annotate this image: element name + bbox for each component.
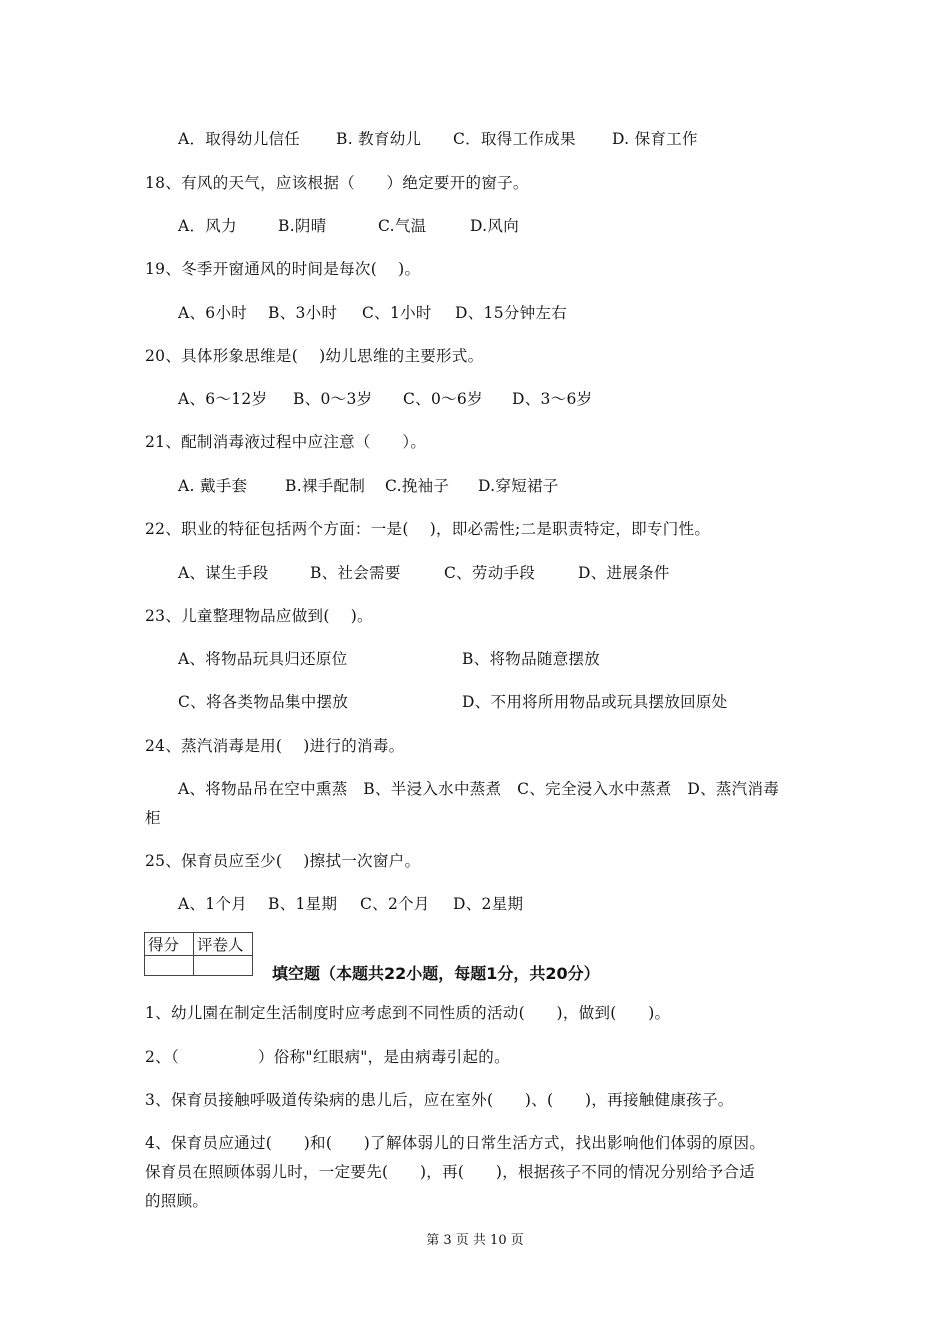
q19-text: 19、冬季开窗通风的时间是每次( )。: [145, 260, 421, 278]
q21-text: 21、配制消毒液过程中应注意（ ）。: [145, 433, 427, 451]
q23-option-d: D、不用将所用物品或玩具摆放回原处: [462, 693, 728, 711]
q23-option-b: B、将物品随意摆放: [462, 650, 601, 668]
fill-question-4-line3: 的照顾。: [145, 1192, 209, 1210]
fill-question-1: 1、幼儿園在制定生活制度时应考虑到不同性质的活动( )，做到( )。: [145, 1004, 671, 1022]
q18-text: 18、有风的天气，应该根据（ ）绝定要开的窗子。: [145, 174, 529, 192]
q22-option-a: A、谋生手段: [178, 564, 269, 582]
q25-text: 25、保育员应至少( )擦拭一次窗户。: [145, 852, 421, 870]
q17-option-c: C．取得工作成果: [453, 130, 576, 148]
q22-option-b: B、社会需要: [310, 564, 401, 582]
fill-question-4-line1: 4、保育员应通过( )和( )了解体弱儿的日常生活方式，找出影响他们体弱的原因。: [145, 1134, 766, 1152]
q18-option-a: A．风力: [178, 217, 237, 235]
q24-options-continued: 柜: [145, 809, 161, 827]
q19-option-a: A、6小时: [178, 304, 248, 322]
grader-header: 评卷人: [194, 933, 253, 956]
q19-option-c: C、1小时: [362, 304, 432, 322]
q20-option-c: C、0～6岁: [403, 390, 483, 408]
q17-option-d: D. 保育工作: [612, 130, 698, 148]
fill-question-2: 2、（ ）俗称"红眼病"，是由病毒引起的。: [145, 1048, 510, 1066]
q23-option-c: C、将各类物品集中摆放: [178, 693, 349, 711]
q25-option-d: D、2星期: [453, 895, 524, 913]
q20-option-b: B、0～3岁: [293, 390, 373, 408]
q22-text: 22、职业的特征包括两个方面：一是( )，即必需性;二是职责特定，即专门性。: [145, 520, 711, 538]
q25-option-a: A、1个月: [178, 895, 248, 913]
grader-cell[interactable]: [194, 956, 253, 976]
section-title: 填空题（本题共22小题，每题1分，共20分）: [272, 964, 600, 983]
q20-text: 20、具体形象思维是( )幼儿思维的主要形式。: [145, 347, 484, 365]
q21-option-b: B.裸手配制: [285, 477, 366, 495]
q18-option-c: C.气温: [378, 217, 427, 235]
q21-option-c: C.挽袖子: [385, 477, 450, 495]
q23-text: 23、儿童整理物品应做到( )。: [145, 607, 373, 625]
q18-option-d: D.风向: [470, 217, 520, 235]
q21-option-d: D.穿短裙子: [478, 477, 559, 495]
q25-option-b: B、1星期: [268, 895, 338, 913]
q18-option-b: B.阴晴: [278, 217, 327, 235]
q17-option-b: B. 教育幼儿: [336, 130, 422, 148]
q23-option-a: A、将物品玩具归还原位: [178, 650, 348, 668]
q17-option-a: A．取得幼儿信任: [178, 130, 301, 148]
q24-text: 24、蒸汽消毒是用( )进行的消毒。: [145, 737, 405, 755]
q24-options: A、将物品吊在空中熏蒸 B、半浸入水中蒸煮 C、完全浸入水中蒸煮 D、蒸汽消毒: [178, 780, 780, 798]
q20-option-a: A、6～12岁: [178, 390, 268, 408]
q19-option-b: B、3小时: [268, 304, 338, 322]
q22-option-d: D、进展条件: [578, 564, 670, 582]
page-footer: 第 3 页 共 10 页: [426, 1233, 524, 1248]
fill-question-4-line2: 保育员在照顾体弱儿时，一定要先( )，再( )，根据孩子不同的情况分别给予合适: [145, 1163, 755, 1181]
score-header: 得分: [145, 933, 194, 956]
q19-option-d: D、15分钟左右: [455, 304, 568, 322]
score-table: [144, 932, 253, 976]
score-cell[interactable]: [145, 956, 194, 976]
fill-question-3: 3、保育员接触呼吸道传染病的患儿后，应在室外( )、( )，再接触健康孩子。: [145, 1091, 734, 1109]
q25-option-c: C、2个月: [360, 895, 430, 913]
q21-option-a: A. 戴手套: [178, 477, 248, 495]
q20-option-d: D、3～6岁: [512, 390, 593, 408]
q22-option-c: C、劳动手段: [444, 564, 536, 582]
